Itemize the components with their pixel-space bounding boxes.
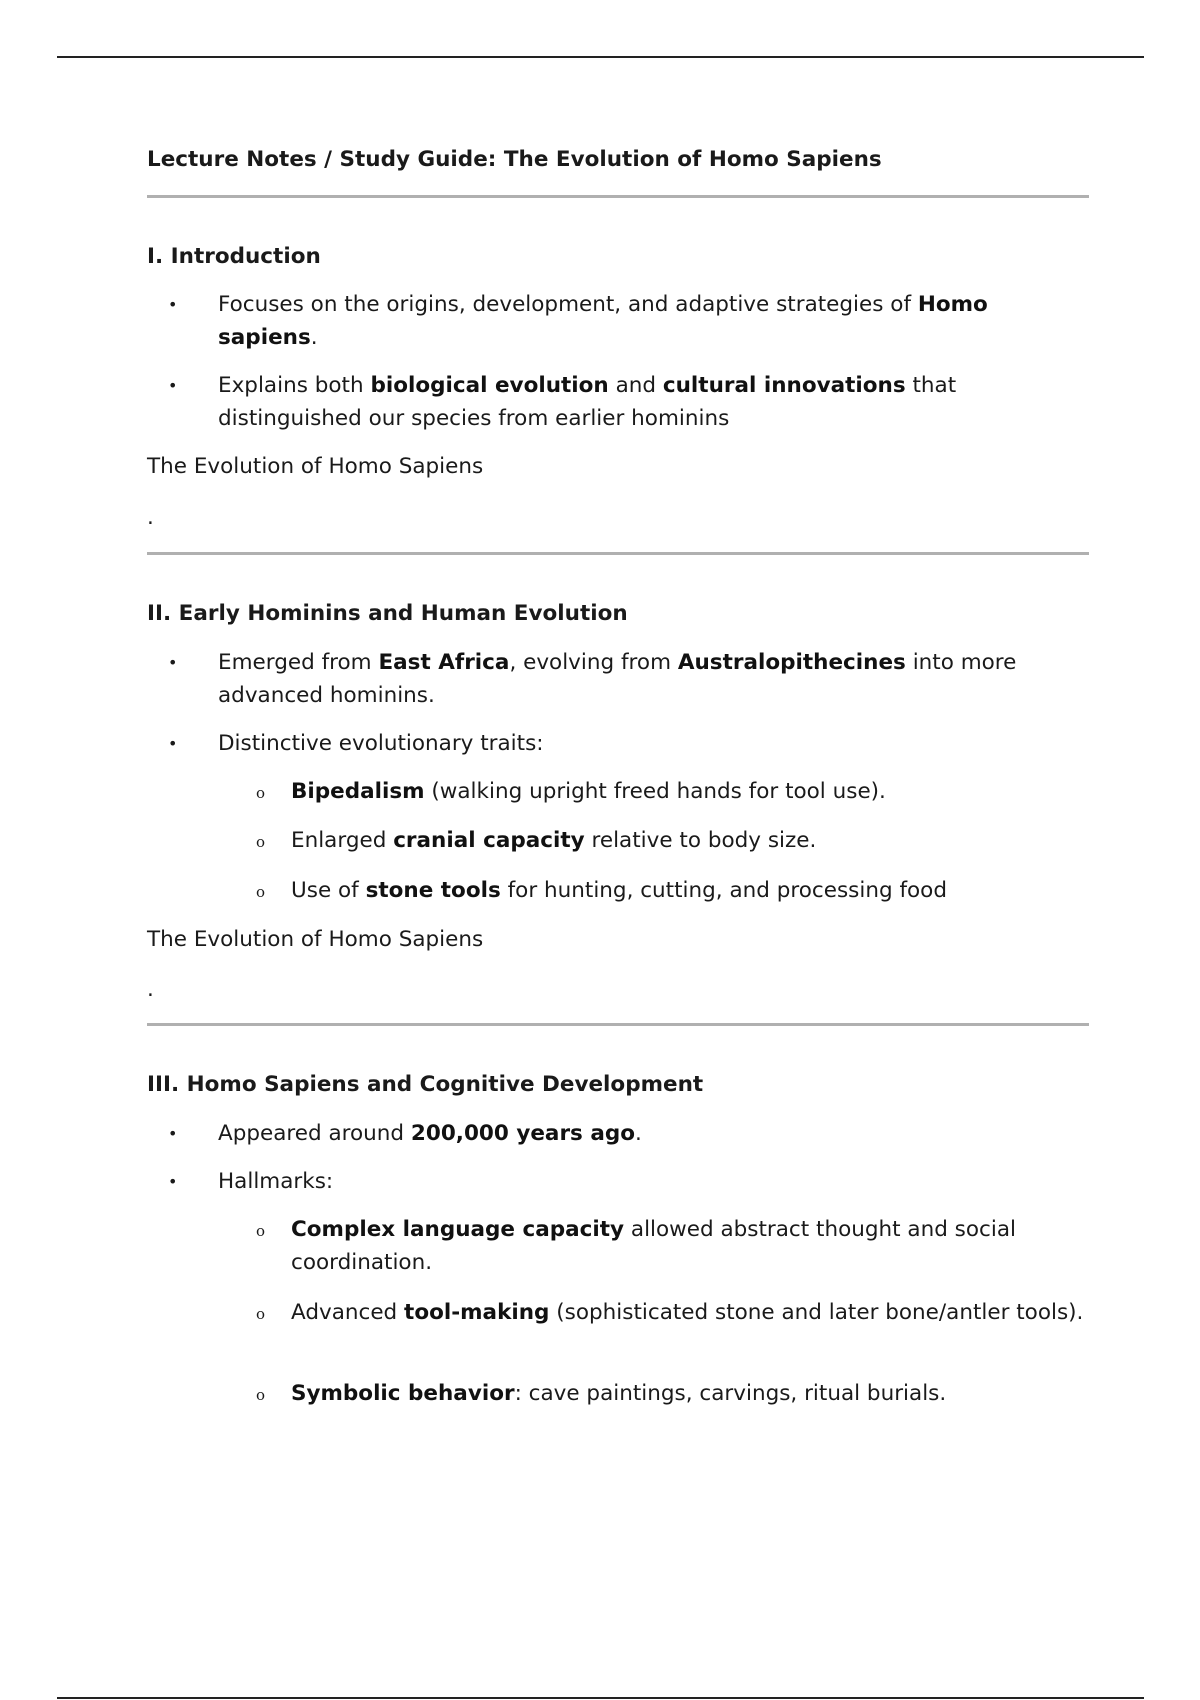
text: Use of [291,878,366,903]
text: (walking upright freed hands for tool use). [424,779,886,804]
bullet-icon: • [168,1124,178,1143]
bullet-icon: • [168,653,178,672]
text: , evolving from [509,650,678,675]
divider [147,195,1089,198]
period-text: . [147,977,154,1002]
period-text: . [147,505,154,530]
text: : cave paintings, carvings, ritual burials. [514,1381,947,1406]
bullet-icon: • [168,1172,178,1191]
text: allowed abstract thought and social coordination. [291,1217,1016,1275]
bold-text: East Africa [378,650,510,675]
text: Hallmarks: [218,1169,334,1194]
section-heading: I. Introduction [147,244,321,269]
bullet-icon: • [168,295,178,314]
bold-text: biological evolution [370,373,609,398]
text: that distinguished our species from earlier hominins [218,373,957,431]
sub-bullet-icon: o [256,784,266,802]
bold-text: stone tools [365,878,501,903]
bold-text: 200,000 years ago [410,1121,635,1146]
text: Enlarged [291,828,394,853]
bold-text: Australopithecines [677,650,906,675]
text: Emerged from [218,650,379,675]
text: Advanced [291,1300,405,1325]
running-text: The Evolution of Homo Sapiens [147,454,484,479]
text: and [608,373,663,398]
running-text: The Evolution of Homo Sapiens [147,927,484,952]
text: Focuses on the origins, development, and adaptive strategies of [218,292,918,317]
text: Appeared around [218,1121,411,1146]
text: Explains both [218,373,371,398]
bold-text: Complex language capacity [291,1217,625,1242]
sub-bullet-icon: o [256,1222,266,1240]
text: relative to body size. [584,828,817,853]
page-top-rule [57,56,1144,58]
bold-text: Symbolic behavior [291,1381,515,1406]
document-title: Lecture Notes / Study Guide: The Evolution of Homo Sapiens [147,147,882,172]
bold-text: Bipedalism [291,779,425,804]
bold-text: cultural innovations [662,373,906,398]
divider [147,552,1089,555]
text: into more advanced hominins. [218,650,1017,708]
bullet-icon: • [168,734,178,753]
text: for hunting, cutting, and processing food [500,878,947,903]
bold-text: tool-making [404,1300,550,1325]
sub-bullet-icon: o [256,1386,266,1404]
sub-bullet-icon: o [256,833,266,851]
bold-text: Homo sapiens [218,292,988,350]
page-bottom-rule [57,1697,1144,1699]
bullet-icon: • [168,376,178,395]
section-heading: II. Early Hominins and Human Evolution [147,601,628,626]
sub-bullet-icon: o [256,1305,266,1323]
divider [147,1023,1089,1026]
text: Distinctive evolutionary traits: [218,731,544,756]
text: . [310,324,318,350]
text: (sophisticated stone and later bone/antler tools). [549,1300,1084,1325]
sub-bullet-icon: o [256,883,266,901]
text: . [635,1121,642,1146]
bold-text: cranial capacity [393,828,585,853]
section-heading: III. Homo Sapiens and Cognitive Development [147,1072,704,1097]
